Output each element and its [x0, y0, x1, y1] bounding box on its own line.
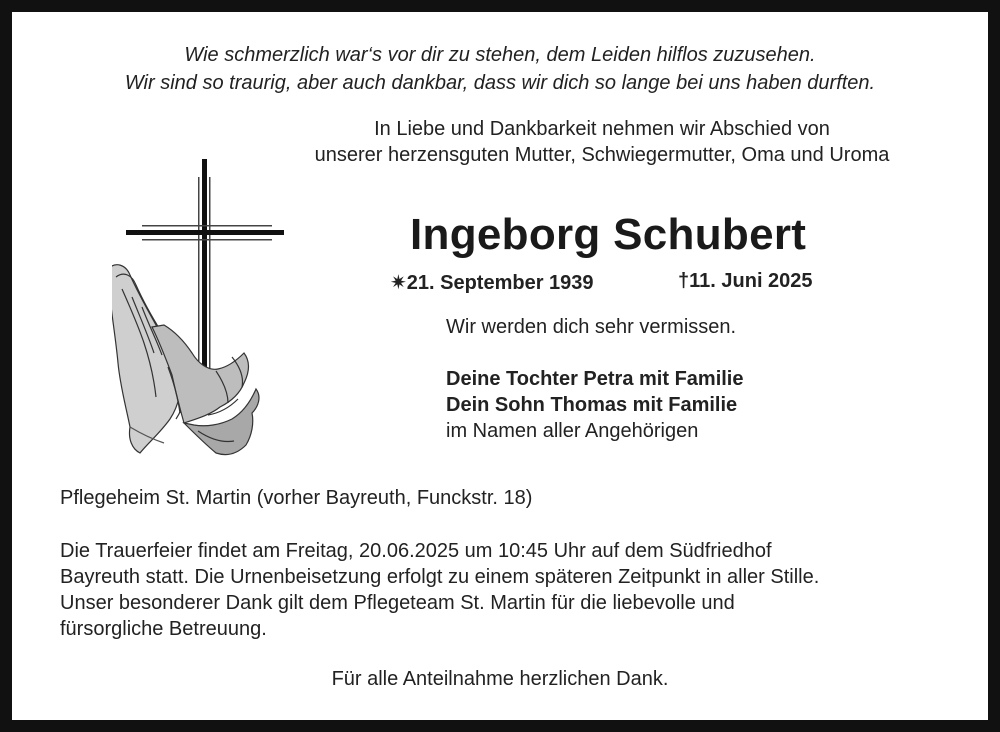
deceased-name: Ingeborg Schubert — [410, 210, 807, 259]
closing-thanks: Für alle Anteilnahme herzlichen Dank. — [331, 668, 669, 690]
ceremony-line-3: Unser besonderer Dank gilt dem Pflegeteam St. Martin für die liebevolle und — [60, 592, 735, 614]
verse-line-1: Wie schmerzlich war‘s vor dir zu stehen, dem Leiden hilflos zuzusehen. — [184, 44, 816, 66]
verse-line-2: Wir sind so traurig, aber auch dankbar, dass wir dich so lange bei uns haben durften. — [124, 72, 876, 94]
ceremony-line-1: Die Trauerfeier findet am Freitag, 20.06.2025 um 10:45 Uhr auf dem Südfriedhof — [60, 540, 772, 562]
star-icon: ✷ — [390, 272, 407, 294]
miss-text: Wir werden dich sehr vermissen. — [446, 316, 737, 338]
death-date: 11. Juni 2025 — [689, 270, 813, 292]
residence-line: Pflegeheim St. Martin (vorher Bayreuth, Funckstr. 18) — [60, 487, 533, 509]
obituary-card — [12, 12, 988, 720]
relatives-line: im Namen aller Angehörigen — [446, 420, 699, 442]
cross-praying-hands-icon — [112, 157, 312, 467]
intro-line-1: In Liebe und Dankbarkeit nehmen wir Abschied von — [374, 118, 830, 140]
birth-date-block — [390, 270, 594, 295]
intro-line-2: unserer herzensguten Mutter, Schwiegermutter, Oma und Uroma — [314, 144, 890, 166]
dagger-icon: † — [678, 270, 690, 292]
birth-date: 21. September 1939 — [406, 272, 594, 294]
family-line-1: Deine Tochter Petra mit Familie — [446, 368, 744, 390]
ceremony-line-4: fürsorgliche Betreuung. — [60, 618, 267, 640]
ceremony-line-2: Bayreuth statt. Die Urnenbeisetzung erfolgt zu einem späteren Zeitpunkt in aller Stille. — [60, 566, 820, 588]
family-line-2: Dein Sohn Thomas mit Familie — [446, 394, 738, 416]
death-date-block — [678, 270, 813, 293]
